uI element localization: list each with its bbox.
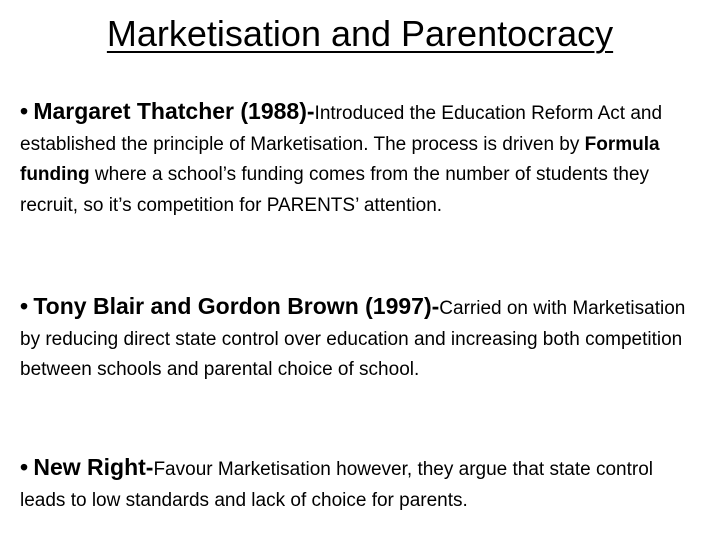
bullet-point-blair-brown bbox=[20, 291, 696, 386]
bullet-point-new-right bbox=[20, 452, 696, 516]
bullet-marker: • bbox=[20, 454, 29, 480]
bullet-point-thatcher bbox=[20, 96, 696, 221]
bullet-lead-thatcher: Margaret Thatcher (1988)- bbox=[33, 98, 315, 124]
bullet-text-new-right: Favour Marketisation however, they argue that state control leads to low standards and lack of choice for parents. bbox=[20, 459, 653, 511]
bullet-lead-new-right: New Right- bbox=[33, 454, 154, 480]
bullet-marker: • bbox=[20, 98, 29, 124]
bullet-text-thatcher-part1: Introduced the Education Reform Act and established the principle of Marketisation. The process is driven by bbox=[20, 103, 663, 155]
emphasis-formula-funding: Formula funding bbox=[20, 133, 660, 185]
bullet-text-blair-brown: Carried on with Marketisation by reducing direct state control over education and increasing both competition between schools and parental choice of school. bbox=[20, 298, 686, 380]
bullet-lead-blair-brown: Tony Blair and Gordon Brown (1997)- bbox=[33, 293, 440, 319]
slide-title: Marketisation and Parentocracy bbox=[106, 13, 614, 54]
bullet-marker: • bbox=[20, 293, 29, 319]
bullet-text-thatcher-part2: where a school’s funding comes from the number of students they recruit, so it’s competition for PARENTS’ attention. bbox=[20, 164, 650, 216]
